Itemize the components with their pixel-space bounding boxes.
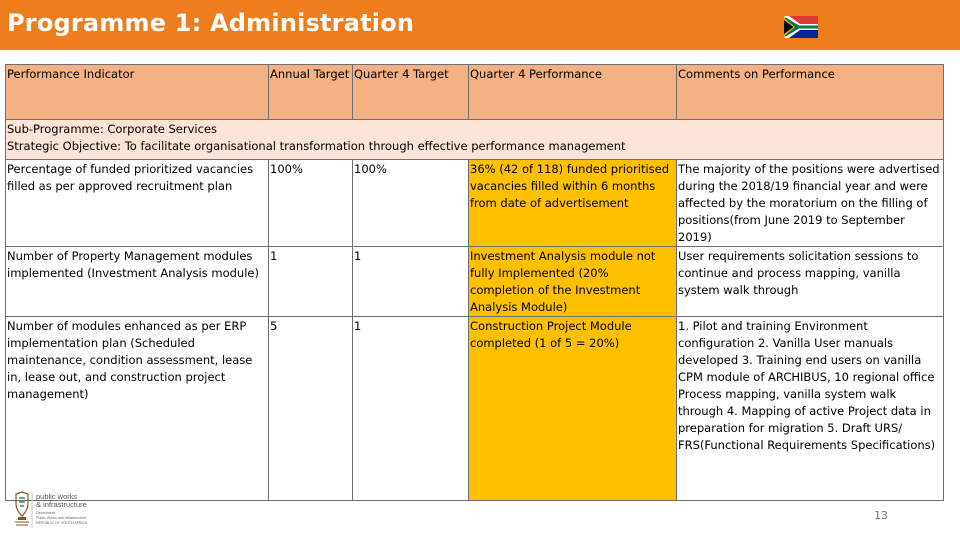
- page-number: 13: [874, 509, 888, 522]
- q4-performance-cell: 36% (42 of 118) funded prioritised vacancies filled within 6 months from date of advertisement: [469, 160, 677, 247]
- comments-cell: 1. Pilot and training Environment configuration 2. Vanilla User manuals developed 3. Training end users on vanilla CPM module of ARCHIBUS, 10 regional office Process mapping, vanilla system walk through 4. Mapping of active Project data in preparation for migration 5. Draft URS/ FRS(Functional Requirements Specifications): [677, 317, 944, 501]
- indicator-cell: Percentage of funded prioritized vacancies filled as per approved recruitment plan: [6, 160, 269, 247]
- comments-cell: The majority of the positions were advertised during the 2018/19 financial year and were affected by the moratorium on the filling of positions(from June 2019 to September 2019): [677, 160, 944, 247]
- annual-target-cell: 100%: [269, 160, 353, 247]
- svg-text:Department:: Department:: [36, 511, 56, 515]
- table-header-row: [6, 65, 944, 120]
- q4-target-cell: 100%: [353, 160, 469, 247]
- q4-performance-cell: Investment Analysis module not fully Implemented (20% completion of the Investment Analysis Module): [469, 247, 677, 317]
- table-row: [6, 247, 944, 317]
- comments-cell: User requirements solicitation sessions to continue and process mapping, vanilla system walk through: [677, 247, 944, 317]
- svg-text:& infrastructure: & infrastructure: [36, 500, 87, 509]
- subprogramme-cell: [6, 120, 944, 160]
- q4-target-cell: 1: [353, 317, 469, 501]
- south-africa-flag-icon: [784, 16, 818, 38]
- svg-text:REPUBLIC OF SOUTH AFRICA: REPUBLIC OF SOUTH AFRICA: [36, 521, 88, 525]
- q4-target-cell: 1: [353, 247, 469, 317]
- header-annual-target: Annual Target: [269, 65, 353, 120]
- coat-of-arms-icon: [15, 492, 29, 525]
- annual-target-cell: 1: [269, 247, 353, 317]
- header-performance-indicator: Performance Indicator: [6, 65, 269, 120]
- table-row: [6, 160, 944, 247]
- header-q4-target: Quarter 4 Target: [353, 65, 469, 120]
- department-logo: [12, 490, 107, 530]
- indicator-cell: Number of Property Management modules implemented (Investment Analysis module): [6, 247, 269, 317]
- slide-title: Programme 1: Administration: [7, 9, 415, 37]
- header-q4-performance: Quarter 4 Performance: [469, 65, 677, 120]
- subprogramme-row: [6, 120, 944, 160]
- svg-text:public works: public works: [36, 492, 78, 501]
- strategic-objective-label: Strategic Objective: To facilitate organisational transformation through effective performance management: [7, 139, 626, 153]
- header-comments: Comments on Performance: [677, 65, 944, 120]
- svg-text:Public Works and Infrastructur: Public Works and Infrastructure: [36, 516, 87, 520]
- annual-target-cell: 5: [269, 317, 353, 501]
- performance-table: [5, 64, 944, 501]
- q4-performance-cell: Construction Project Module completed (1 of 5 = 20%): [469, 317, 677, 501]
- table-row: [6, 317, 944, 501]
- indicator-cell: Number of modules enhanced as per ERP implementation plan (Scheduled maintenance, condition assessment, lease in, lease out, and construction project management): [6, 317, 269, 501]
- subprogramme-label: Sub-Programme: Corporate Services: [7, 122, 218, 136]
